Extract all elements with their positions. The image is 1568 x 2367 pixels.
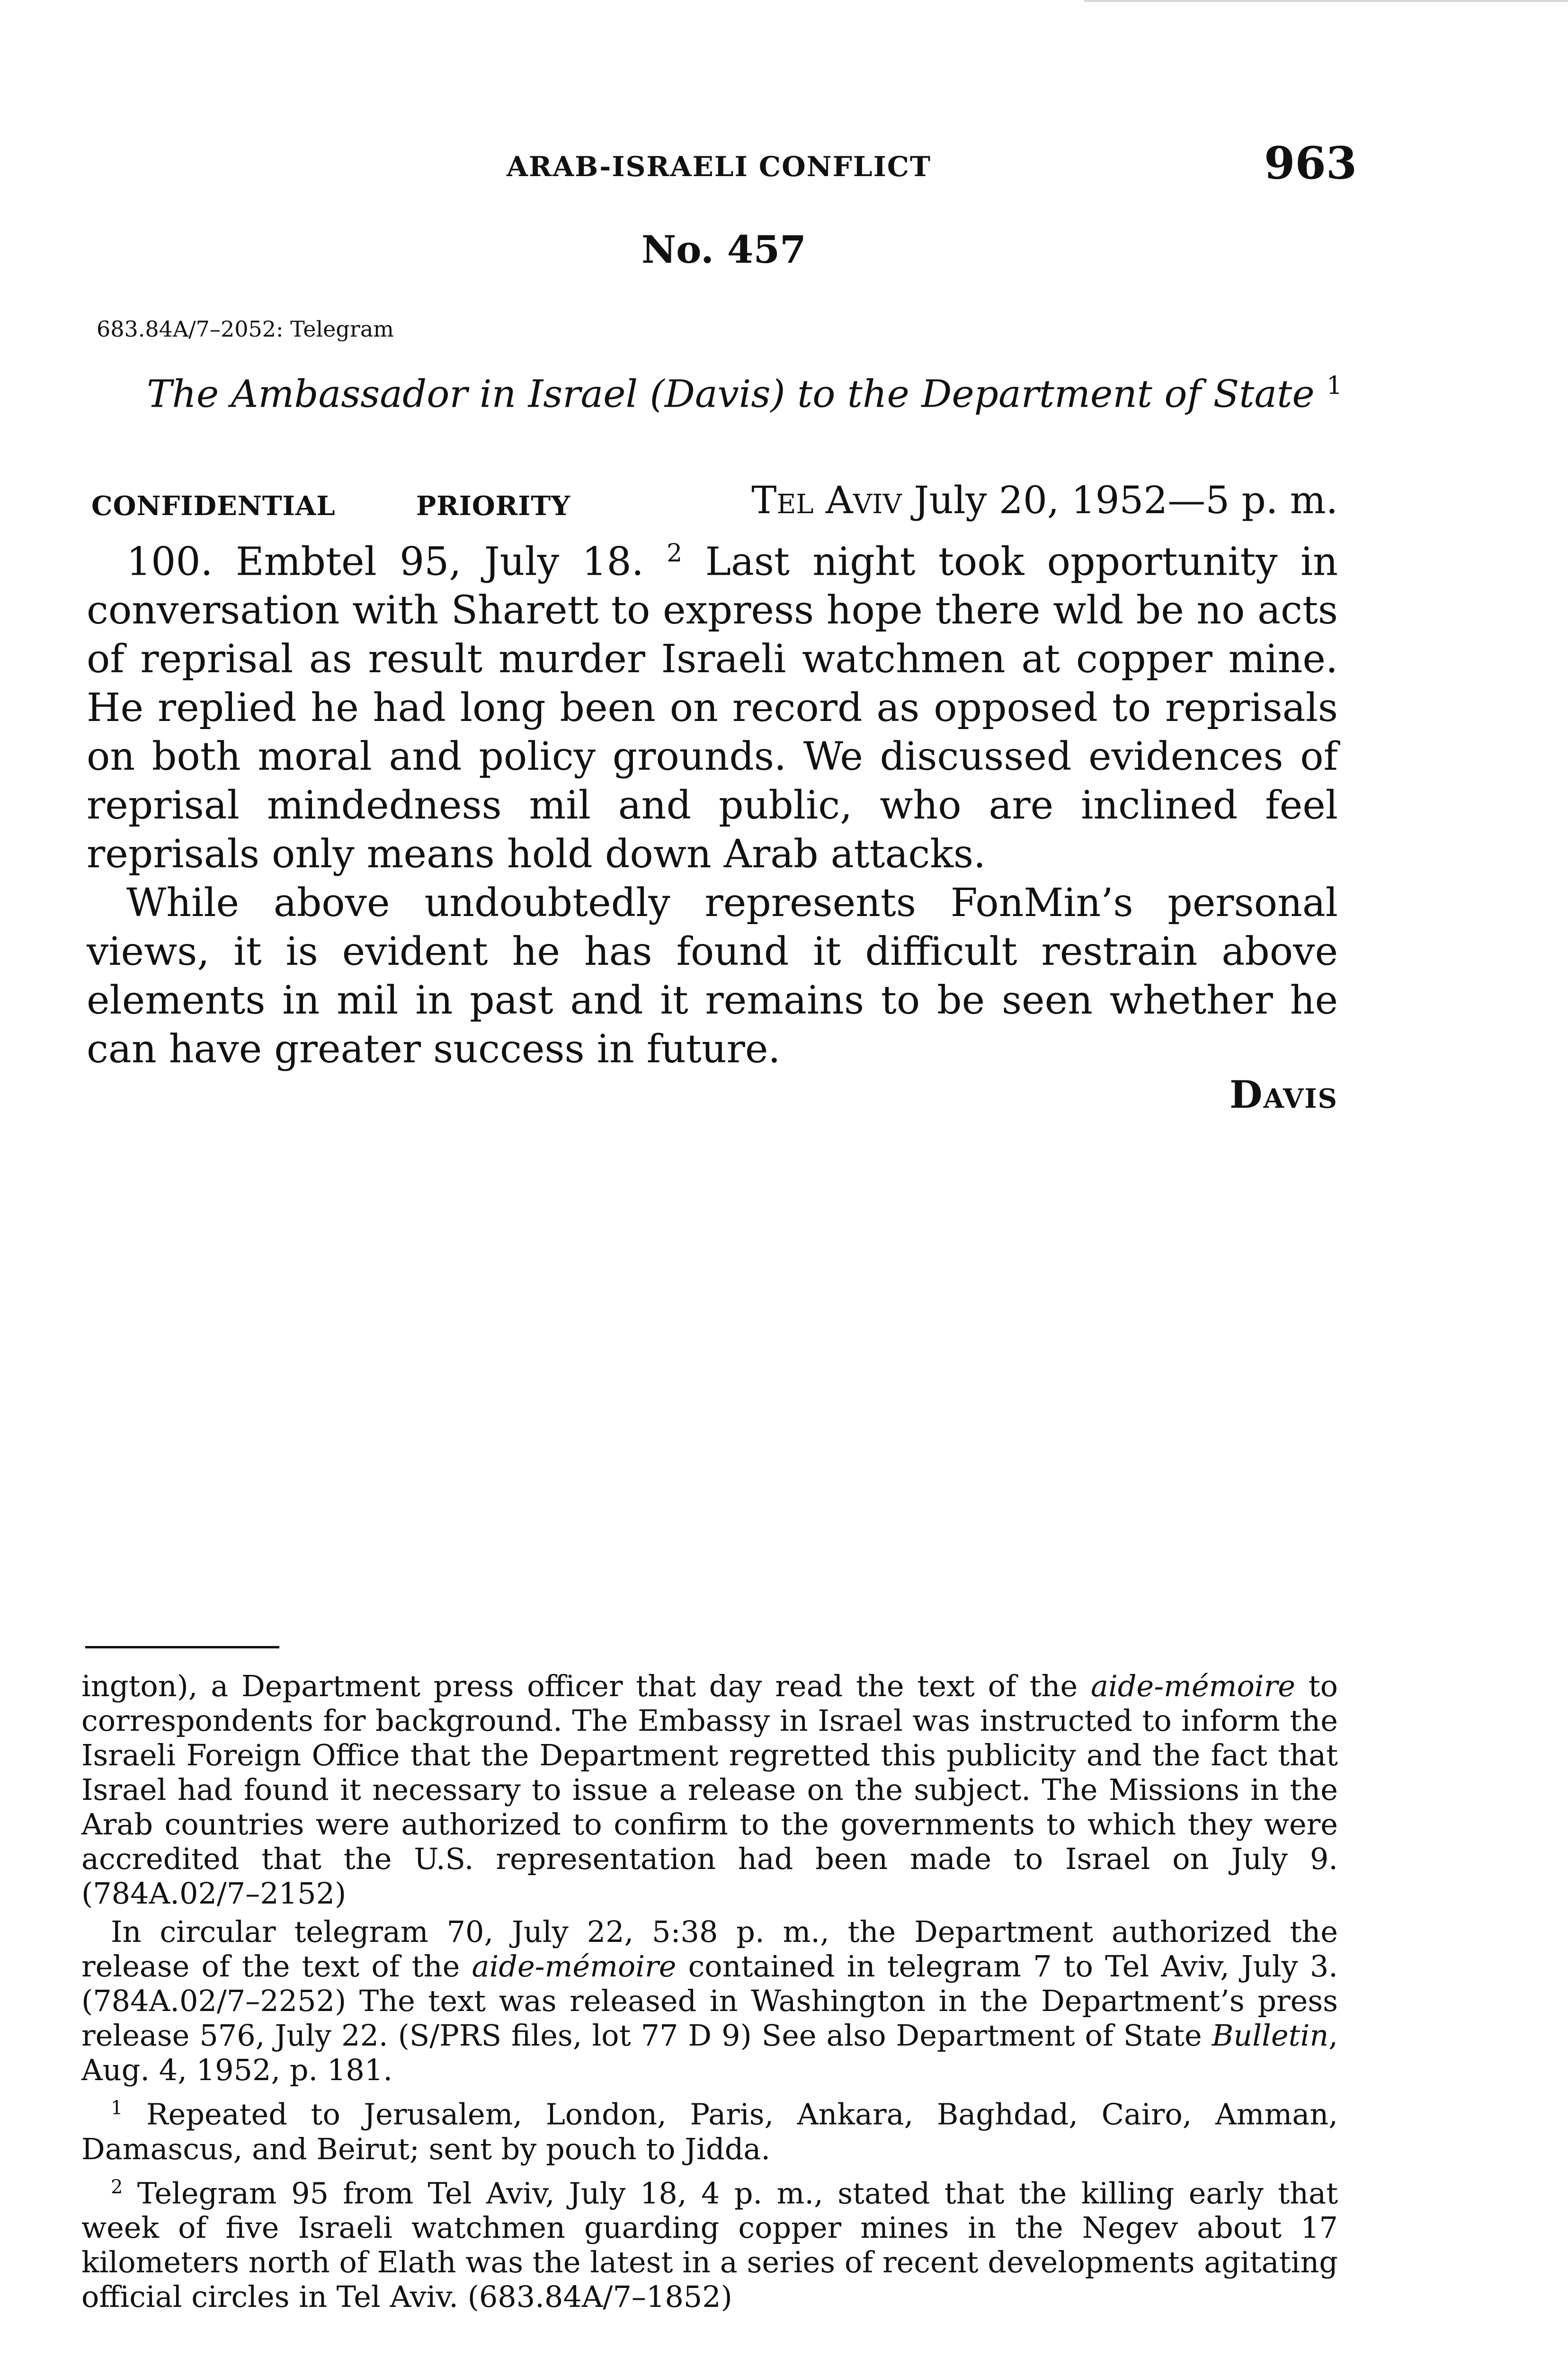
body-paragraph-1 <box>87 529 1338 879</box>
signature: Davis <box>1229 1072 1338 1117</box>
running-head: ARAB-ISRAELI CONFLICT <box>507 151 932 183</box>
fn-cont-b-italic2: Bulletin <box>1212 2018 1329 2053</box>
fn-cont-b-text3: , Aug. 4, 1952, p. 181. <box>81 2018 1338 2087</box>
page-number: 963 <box>1264 137 1357 189</box>
title-footnote-mark: 1 <box>1327 372 1343 400</box>
footnote-continuation-a <box>81 1669 1338 1911</box>
body-p1-rest: Last night took opportunity in conversation with Sharett to express hope there wld be no acts of reprisal as result murder Israeli watchmen at copper mine. He replied he had long been on record as opposed to reprisals on both moral and policy grounds. We discussed evidences of reprisal mindedness mil and public, who are inclined feel reprisals only means hold down Arab attacks. <box>87 539 1338 877</box>
file-reference: 683.84A/7–2052: Telegram <box>97 316 394 342</box>
classification-label: CONFIDENTIAL <box>91 490 336 522</box>
footnotes <box>81 1669 1338 2318</box>
footnote-continuation-b <box>81 1914 1338 2087</box>
fn-cont-b-text2: contained in telegram 7 to Tel Aviv, July 3. (784A.02/7–2252) The text was released in Washington in the Department’s press release 576, July 22. (S/PRS files, lot 77 D 9) See also Department of State <box>81 1949 1338 2053</box>
fn-cont-a-text: ington), a Department press officer that day read the text of the <box>81 1669 1078 1703</box>
priority-label: PRIORITY <box>416 490 571 522</box>
fn-cont-a-italic: aide-mémoire <box>1091 1669 1295 1703</box>
fn-cont-a-rest: to correspondents for background. The Embassy in Israel was instructed to inform the Israeli Foreign Office that the Department regretted this publicity and the fact that Israel had found it necessary to issue a release on the subject. The Missions in the Arab countries were authorized to confirm to the governments to which they were accredited that the U.S. representation had been made to Israel on July 9. (784A.02/7–2152) <box>81 1669 1338 1911</box>
document-title <box>147 372 1342 416</box>
footnote-2-mark: 2 <box>111 2176 123 2198</box>
footnote-1-text: Repeated to Jerusalem, London, Paris, Ankara, Baghdad, Cairo, Amman, Damascus, and Beirut; sent by pouch to Jidda. <box>81 2097 1338 2166</box>
fn-cont-b-italic: aide-mémoire <box>472 1949 677 1984</box>
scan-edge-line <box>1084 0 1568 2</box>
body-p1-start: 100. Embtel 95, July 18. <box>126 539 644 585</box>
telegram-body <box>87 529 1338 1074</box>
footnote-1 <box>81 2091 1338 2166</box>
document-number: No. 457 <box>641 227 806 272</box>
footnote-2-text: Telegram 95 from Tel Aviv, July 18, 4 p. m., stated that the killing early that week of five Israeli watchmen guarding copper mines in the Negev about 17 kilometers north of Elath was the latest in a series of recent developments agitating official circles in Tel Aviv. (683.84A/7–1852) <box>81 2176 1338 2314</box>
fn-cont-b-text1: In circular telegram 70, July 22, 5:38 p. m., the Department authorized the release of the text of the <box>81 1914 1338 1984</box>
dateline-place: Tel Aviv <box>751 478 902 522</box>
footnote-1-mark: 1 <box>111 2097 123 2119</box>
footnote-2 <box>81 2170 1338 2314</box>
telegram-header <box>91 478 1338 525</box>
dateline <box>751 478 1338 522</box>
dateline-date: July 20, 1952—5 p. m. <box>914 478 1338 522</box>
body-paragraph-2: While above undoubtedly represents FonMin’s personal views, it is evident he has found it difficult restrain above elements in mil in past and it remains to be seen whether he can have greater success in future. <box>87 881 1338 1072</box>
document-title-text: The Ambassador in Israel (Davis) to the Department of State <box>147 372 1315 416</box>
body-footnote-mark: 2 <box>667 539 683 568</box>
footnote-divider <box>85 1646 279 1648</box>
